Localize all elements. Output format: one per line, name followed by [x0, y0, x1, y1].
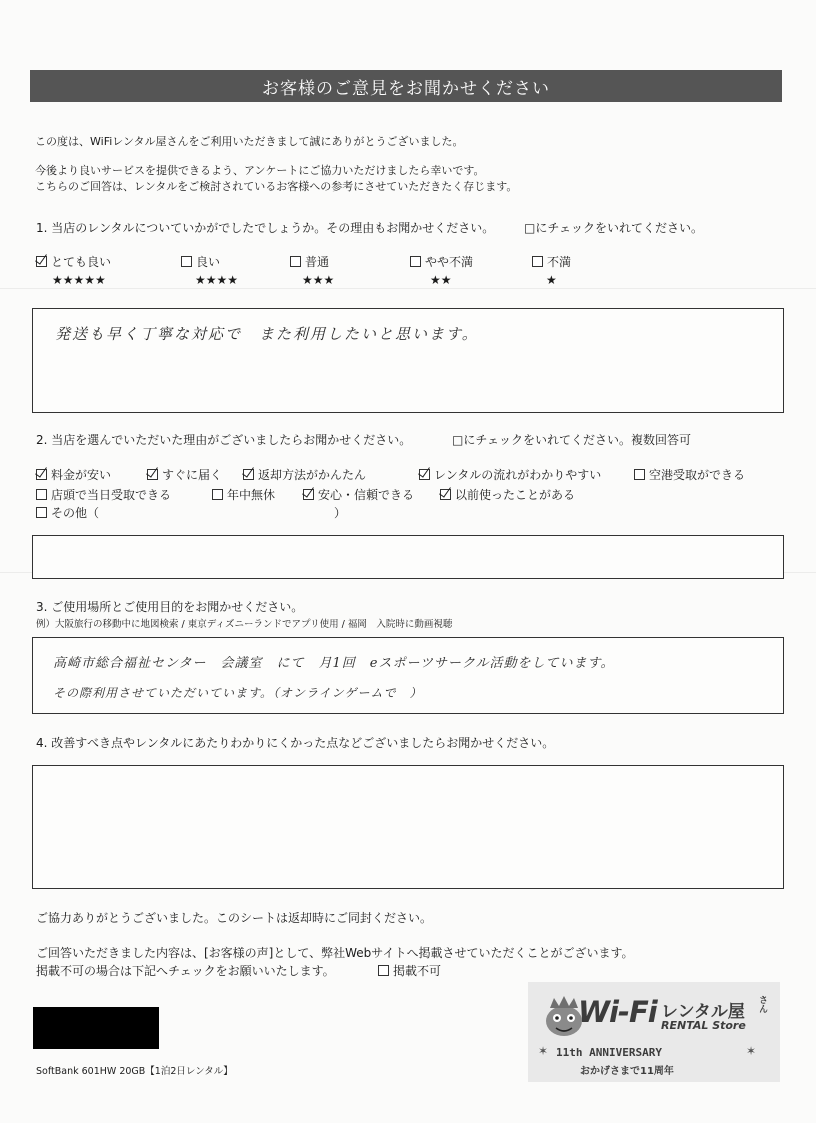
checkbox-checked-icon[interactable]	[147, 469, 158, 480]
question-2: 2. 当店を選んでいただいた理由がございましたらお聞かせください。	[36, 433, 412, 447]
question-1: 1. 当店のレンタルについていかがでしたでしょうか。その理由もお聞かせください。	[36, 221, 495, 235]
reason-clear-flow[interactable]	[419, 466, 601, 483]
intro-text-3: こちらのご回答は、レンタルをご検討されているお客様への参考にさせていただきたく存じます。	[35, 180, 518, 193]
handwritten-answer-3-line-1: 高崎市総合福祉センター 会議室 にて 月1回 eスポーツサークル活動をしています。	[53, 656, 615, 671]
checkbox-icon[interactable]	[36, 489, 47, 500]
question-2-note: □にチェックをいれてください。複数回答可	[452, 433, 691, 447]
reason-label: 安心・信頼できる	[318, 488, 415, 502]
checkbox-icon[interactable]	[181, 256, 192, 267]
three-stars-icon: ★★★	[302, 273, 335, 287]
checkbox-icon[interactable]	[290, 256, 301, 267]
reason-airport-pickup[interactable]	[634, 466, 745, 483]
rating-option-good[interactable]	[181, 253, 238, 287]
checkbox-icon[interactable]	[378, 965, 389, 976]
checkbox-icon[interactable]	[634, 469, 645, 480]
four-stars-icon: ★★★★	[195, 273, 239, 287]
handwritten-answer-3-line-2: その際利用させていただいています。（オンラインゲームで ）	[53, 686, 423, 700]
crown-icon: ✶	[538, 1044, 549, 1058]
reason-label: 料金が安い	[51, 468, 112, 482]
no-publish-checkbox[interactable]	[378, 962, 441, 979]
question-3: 3. ご使用場所とご使用目的をお聞かせください。	[36, 600, 304, 614]
checkbox-icon[interactable]	[532, 256, 543, 267]
intro-text-2: 今後より良いサービスを提供できるよう、アンケートにご協力いただけましたら幸いです。	[35, 164, 485, 177]
checkbox-checked-icon[interactable]	[36, 469, 47, 480]
reason-cheap-price[interactable]	[36, 466, 111, 483]
logo-rental-store-text: RENTAL Store	[661, 1019, 746, 1032]
reason-easy-return[interactable]	[243, 466, 366, 483]
intro-text-1: この度は、WiFiレンタル屋さんをご利用いただきまして誠にありがとうございました。	[35, 135, 464, 148]
reason-label: 店頭で当日受取できる	[51, 488, 172, 502]
reason-label: その他（	[51, 506, 100, 520]
rating-label: 不満	[547, 255, 572, 269]
rating-options	[36, 253, 776, 293]
crown-icon: ✶	[746, 1044, 757, 1058]
logo-san-text: さん	[757, 995, 767, 1013]
publish-note-1: ご回答いただきました内容は、[お客様の声]として、弊社Webサイトへ掲載させていただくことがございます。	[36, 946, 634, 960]
reason-label: 返却方法がかんたん	[258, 468, 367, 482]
checkbox-checked-icon[interactable]	[36, 256, 47, 267]
handwritten-answer-1: 発送も早く丁寧な対応で また利用したいと思います。	[55, 325, 479, 343]
reason-trustworthy[interactable]	[303, 486, 414, 503]
reason-fast-delivery[interactable]	[147, 466, 222, 483]
reason-label: 年中無休	[227, 488, 276, 502]
logo-thanks-text: おかげさまで11周年	[580, 1066, 674, 1077]
page-title: お客様のご意見をお聞かせください	[30, 70, 782, 102]
reason-label: 以前使ったことがある	[455, 488, 576, 502]
checkbox-checked-icon[interactable]	[440, 489, 451, 500]
no-publish-label: 掲載不可	[393, 964, 442, 978]
answer-box-4[interactable]	[32, 765, 784, 889]
reason-label: すぐに届く	[162, 468, 223, 482]
answer-box-1[interactable]	[32, 308, 784, 413]
five-stars-icon: ★★★★★	[52, 273, 106, 287]
question-4: 4. 改善すべき点やレンタルにあたりわかりにくかった点などございましたらお聞かせください。	[36, 736, 555, 750]
reason-label: レンタルの流れがわかりやすい	[434, 468, 602, 482]
redacted-block	[33, 1007, 159, 1049]
reason-used-before[interactable]	[440, 486, 575, 503]
reason-other[interactable]	[36, 504, 99, 521]
rating-option-bad[interactable]	[532, 253, 571, 287]
rating-option-very-good[interactable]	[36, 253, 111, 287]
rating-label: 普通	[305, 255, 330, 269]
two-stars-icon: ★★	[430, 273, 452, 287]
checkbox-checked-icon[interactable]	[419, 469, 430, 480]
reason-store-pickup[interactable]	[36, 486, 171, 503]
question-1-note: □にチェックをいれてください。	[524, 221, 703, 235]
answer-box-3[interactable]	[32, 637, 784, 714]
checkbox-checked-icon[interactable]	[243, 469, 254, 480]
thanks-note: ご協力ありがとうございました。このシートは返却時にご同封ください。	[36, 911, 433, 925]
rating-label: やや不満	[425, 255, 474, 269]
rating-label: とても良い	[51, 255, 112, 269]
reason-open-all-year[interactable]	[212, 486, 275, 503]
question-3-example: 例）大阪旅行の移動中に地図検索 / 東京ディズニーランドでアプリ使用 / 福岡 入院時に動画視聴	[36, 619, 453, 630]
answer-box-2[interactable]	[32, 535, 784, 579]
checkbox-icon[interactable]	[212, 489, 223, 500]
logo-shop-text: レンタル屋	[661, 1002, 745, 1022]
publish-note-2: 掲載不可の場合は下記へチェックをお願いいたします。	[36, 964, 335, 978]
reason-label: 空港受取ができる	[649, 468, 746, 482]
rental-info: SoftBank 601HW 20GB【1泊2日レンタル】	[36, 1066, 233, 1077]
checkbox-icon[interactable]	[410, 256, 421, 267]
rating-label: 良い	[196, 255, 221, 269]
checkbox-checked-icon[interactable]	[303, 489, 314, 500]
wifi-rental-logo	[528, 982, 780, 1082]
checkbox-icon[interactable]	[36, 507, 47, 518]
logo-anniversary-text: 11th ANNIVERSARY	[556, 1046, 662, 1059]
one-star-icon: ★	[546, 273, 557, 287]
reason-other-close-paren: ）	[334, 506, 347, 520]
rating-option-somewhat-bad[interactable]	[410, 253, 473, 287]
logo-wifi-text: Wi-Fi	[578, 995, 657, 1029]
rating-option-normal[interactable]	[290, 253, 334, 287]
